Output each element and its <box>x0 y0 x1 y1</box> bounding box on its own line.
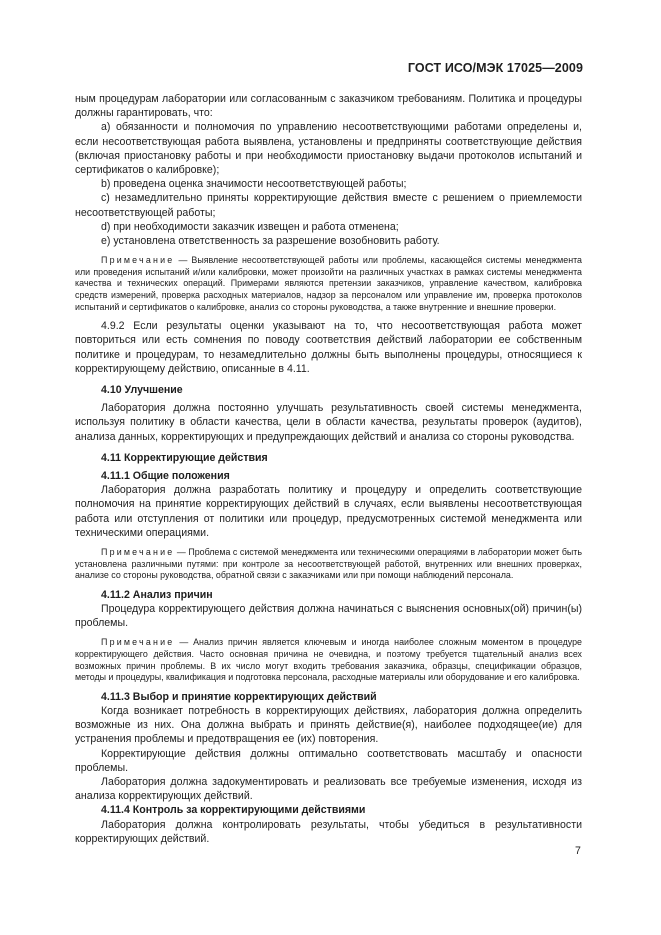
paragraph-4-11-1: Лаборатория должна разработать политику и процедуру и определить соответствующие полномочия на принятие корректирующих действий в случаях, если выявлены несоответствующая работа или отступления от политики или процедур, предусмотренных системой менеджмента или техническими операциями. <box>75 484 582 539</box>
heading-4-11-4: 4.11.4 Контроль за корректирующими действиями <box>101 804 366 817</box>
list-item-e: e) установлена ответственность за разрешение возобновить работу. <box>101 235 440 248</box>
note-3-text: — Анализ причин является ключевым и иногда наиболее сложным моментом в процедуре корректирующего действия. Часто основная причина не очевидна, и поэтому требуется тщательный анализ всех возможных причин проблемы. В их число могут входить требования заказчика, образцы, спецификации образцов, методы и процедуры, квалификация и подготовка персонала, расходные материалы или оборудование и его калибровка. <box>75 637 582 683</box>
paragraph-4-11-3-c: Лаборатория должна задокументировать и реализовать все требуемые изменения, исходя из анализа корректирующих действий. <box>75 776 582 803</box>
paragraph-4-9-2: 4.9.2 Если результаты оценки указывают на то, что несоответствующая работа может повториться или есть сомнения по поводу соответствия действий лаборатории ее собственным политике и процедурам, то незамедлительно должны быть выполнены процедуры, относящиеся к корректирующему действию, описанные в 4.11. <box>75 320 582 375</box>
document-id-header: ГОСТ ИСО/МЭК 17025—2009 <box>407 61 583 75</box>
note-1-text: — Выявление несоответствующей работы или проблемы, касающейся системы менеджмента или проведения испытаний и/или калибровки, может произойти на различных участках в рамках системы менеджмента качества и технических операций. Примерами являются претензии заказчиков, управление качеством, калибровка средств измерений, проверка расходных материалов, надзор за персоналом или управление им, проверка протоколов испытаний и сертификатов о калибровке, анализ со стороны руководства, а также внутренние и внешние проверки. <box>75 255 582 312</box>
list-item-c: c) незамедлительно приняты корректирующие действия вместе с решением о приемлемости несоответствующей работы; <box>75 192 582 219</box>
note-2-text: — Проблема с системой менеджмента или техническими операциями в лаборатории может быть установлена различными путями: при контроле за несоответствующей работой, внутренних или внешних проверках, анализе со стороны руководства, обратной связи с заказчиками или при помощи наблюдений персонала. <box>75 547 582 581</box>
heading-4-11-3: 4.11.3 Выбор и принятие корректирующих действий <box>101 690 377 703</box>
note-label: Примечание <box>101 637 175 648</box>
note-label: Примечание <box>101 255 175 266</box>
paragraph-4-11-3-b: Корректирующие действия должны оптимально соответствовать масштабу и опасности проблемы. <box>75 747 582 774</box>
heading-4-10: 4.10 Улучшение <box>101 384 183 397</box>
paragraph-4-10: Лаборатория должна постоянно улучшать результативность своей системы менеджмента, используя политику в области качества, цели в области качества, результаты проверок (аудитов), анализа данных, корректирующих и предупреждающих действий и анализа со стороны руководства. <box>75 402 582 443</box>
paragraph-4-11-2: Процедура корректирующего действия должна начинаться с выяснения основных(ой) причин(ы) проблемы. <box>75 603 582 630</box>
heading-4-11-2: 4.11.2 Анализ причин <box>101 588 213 601</box>
page-number: 7 <box>575 845 581 857</box>
document-body <box>75 92 582 846</box>
note-3 <box>75 637 582 683</box>
list-item-b: b) проведена оценка значимости несоответствующей работы; <box>101 178 407 191</box>
paragraph-4-11-3-a: Когда возникает потребность в корректирующих действиях, лаборатория должна определить возможные из них. Она должна выбрать и принять действие(я), наиболее подходящее(ие) для устранения проблемы и предотвращения ее (их) повторения. <box>75 705 582 746</box>
note-label: Примечание <box>101 547 175 558</box>
heading-4-11: 4.11 Корректирующие действия <box>101 451 268 464</box>
note-2 <box>75 547 582 582</box>
note-1 <box>75 255 582 313</box>
heading-4-11-1: 4.11.1 Общие положения <box>101 470 230 483</box>
list-item-d: d) при необходимости заказчик извещен и работа отменена; <box>101 220 399 233</box>
paragraph-intro: ным процедурам лаборатории или согласованным с заказчиком требованиям. Политика и процедуры должны гарантировать, что: <box>75 93 582 120</box>
list-item-a: a) обязанности и полномочия по управлению несоответствующими работами определены и, если несоответствующая работа выявлена, установлены и предприняты соответствующие действия (включая приостановку работы и при необходимости приостановку выдачи протоколов испытаний и сертификатов о калибровке); <box>75 121 582 177</box>
paragraph-4-11-4: Лаборатория должна контролировать результаты, чтобы убедиться в результативности корректирующих действий. <box>75 818 582 845</box>
